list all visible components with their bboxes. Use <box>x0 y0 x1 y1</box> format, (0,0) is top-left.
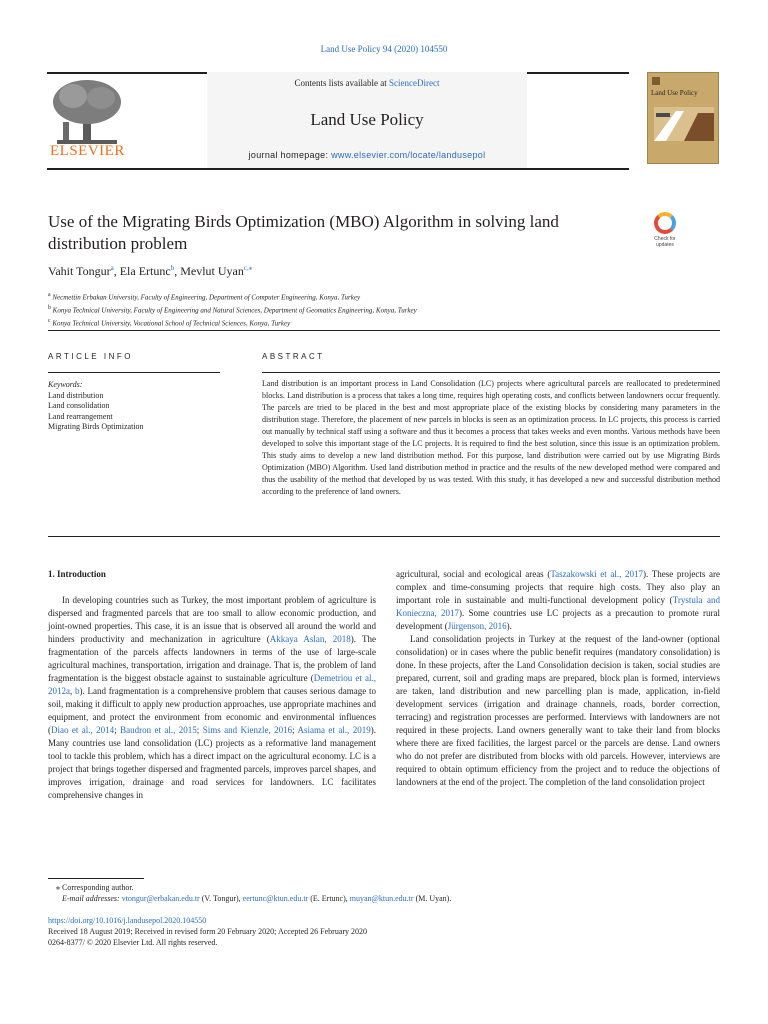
check-for-updates-badge[interactable] <box>648 212 682 248</box>
keywords-block <box>48 380 144 433</box>
abstract-rule <box>262 372 720 373</box>
author-name[interactable]: Mevlut Uyan <box>180 264 244 278</box>
affiliations-rule <box>48 330 720 331</box>
journal-reference[interactable]: Land Use Policy 94 (2020) 104550 <box>320 44 448 54</box>
contents-prefix: Contents lists available at <box>294 78 389 88</box>
citation-link[interactable]: Baudron et al., 2015 <box>120 725 197 735</box>
text-run: ). Some countries use LC projects as a precaution to promote rural development ( <box>396 608 721 631</box>
author-list <box>48 264 252 279</box>
author-separator: , <box>174 264 181 278</box>
homepage-label: journal homepage: <box>248 150 332 160</box>
citation-link[interactable]: Demetriou et al., 2012a <box>48 673 376 696</box>
publisher-logo[interactable] <box>47 76 127 166</box>
article-title: Use of the Migrating Birds Optimization (MBO) Algorithm in solving land distribution problem <box>48 212 559 253</box>
journal-title: Land Use Policy <box>310 110 424 129</box>
citation-link[interactable]: Sims and Kienzle, 2016 <box>202 725 293 735</box>
email-owner: (M. Uyan). <box>413 894 452 903</box>
affiliation-item <box>48 290 417 303</box>
journal-cover[interactable] <box>647 72 719 164</box>
cover-logo-icon <box>652 77 660 85</box>
text-run: ; <box>292 725 298 735</box>
email-link[interactable]: vtongur@erbakan.edu.tr <box>121 894 200 903</box>
text-run: ). Land fragmentation is a comprehensive problem that causes serious damage to soil, making it difficult to apply new production approaches, use appropriate machines and equipment, and protect the environment from economic and environmental influences ( <box>48 686 377 735</box>
email-link[interactable]: eertunc@ktun.edu.tr <box>242 894 309 903</box>
cover-title: Land Use Policy <box>651 89 698 97</box>
homepage-link[interactable]: www.elsevier.com/locate/landusepol <box>331 150 486 160</box>
journal-header <box>47 72 629 170</box>
text-run: In developing countries such as Turkey, the most important problem of agriculture is dispersed and fragmented parcels that are too small to allow economic production, and joint-owned properties. This case, it is an issue that is observed all around the world and hinders productivity and mechanization in agriculture ( <box>48 595 376 644</box>
affiliation-sup: c <box>48 317 51 324</box>
affiliations <box>48 290 417 328</box>
elsevier-tree-icon <box>47 76 127 148</box>
citation-link[interactable]: Diao et al., 2014 <box>51 725 115 735</box>
check-updates-icon <box>654 212 676 234</box>
email-owner: (V. Tongur), <box>199 894 243 903</box>
affiliation-sup: b <box>48 304 51 311</box>
affiliation-item <box>48 303 417 316</box>
text-run: ). The fragmentation of the parcels affects landowners in terms of the use of large-scale agricultural machines, transportation, irrigation and drainage. That is, the problem of land fragmentation is the biggest obstacle against to sustainable agriculture ( <box>48 634 376 683</box>
received-dates: Received 18 August 2019; Received in revised form 20 February 2020; Accepted 26 February 2020 <box>48 927 368 936</box>
email-link[interactable]: muyan@ktun.edu.tr <box>349 894 414 903</box>
article-info-heading: ARTICLE INFO <box>48 352 133 361</box>
citation-link[interactable]: b <box>75 686 80 696</box>
text-run: ). These projects are complex and time-consuming projects that require high costs. They also play an important role in sustainable and multi-functional development policy ( <box>396 569 720 605</box>
author-name[interactable]: Vahit Tongur <box>48 264 111 278</box>
body-column-left <box>48 568 376 802</box>
email-addresses <box>48 893 720 904</box>
cover-artwork-icon <box>654 107 714 141</box>
citation-link[interactable]: Trystula and Konieczna, 2017 <box>396 595 721 618</box>
body-paragraph <box>396 568 720 633</box>
footnotes <box>48 882 720 904</box>
body-paragraph: Land consolidation projects in Turkey at the request of the land-owner (optional consolidation) or in cases where the public benefit requires (mandatory consolidation) is done. In these projects, after the Land Consolidation decision is taken, social studies are prepared, current, soil and grading maps are prepared, block plan is formed, interviews are taken, land distribution and new parcelling plan is made, application, in-field development services (irrigation and drainage channels, roads, border correction, terracing) and registration processes are performed. Interviews with landowners are not required in these projects. Land owners generally want to take their land from blocks where there are fixed facilities, the largest parcel or the parcels are dense. Land owners who do not prefer are distributed from blocks with old parcels. However, interviews are required to obtain optimum efficiency from the project and to reduce the objections of landowners at the end of the project. The completion of the land consolidation project <box>396 634 720 787</box>
citation-link[interactable]: Jürgenson, 2016 <box>447 621 507 631</box>
email-label: E-mail addresses: <box>62 894 122 903</box>
text-run: ). Many countries use land consolidation (LC) projects as a reformative land management tool to tackle this problem, which has a direct impact on the agricultural economy. LC is a project that brings together dispersed and fragmented parcels, improves parcel shapes, and improves irrigation, drainage and road services for landowners. LC facilitates comprehensive changes in <box>48 725 376 800</box>
keyword-item: Migrating Birds Optimization <box>48 422 144 431</box>
sciencedirect-link[interactable]: ScienceDirect <box>389 78 440 88</box>
article-metadata <box>48 915 720 948</box>
author-name[interactable]: Ela Ertunc <box>119 264 171 278</box>
doi-link[interactable]: https://doi.org/10.1016/j.landusepol.2020.104550 <box>48 916 207 925</box>
email-owner: (E. Ertunc), <box>308 894 350 903</box>
affiliation-text: Konya Technical University, Faculty of Engineering and Natural Sciences, Department of Geomatics Engineering, Konya, Turkey <box>52 306 417 315</box>
text-run: agricultural, social and ecological areas ( <box>396 569 551 579</box>
affiliation-item <box>48 316 417 329</box>
introduction-heading: 1. Introduction <box>48 569 106 579</box>
text-run: ; <box>114 725 121 735</box>
copyright-line: 0264-8377/ © 2020 Elsevier Ltd. All rights reserved. <box>48 938 218 947</box>
affiliation-text: Konya Technical University, Vocational School of Technical Sciences, Konya, Turkey <box>52 318 291 327</box>
check-updates-label: Check for updates <box>654 236 676 248</box>
header-bottom-rule <box>47 168 629 170</box>
body-column-right <box>396 568 720 789</box>
abstract-bottom-rule <box>48 536 720 537</box>
keyword-item: Land rearrangement <box>48 411 113 421</box>
keyword-item: Land distribution <box>48 390 104 400</box>
author-affil-sup[interactable]: b <box>170 264 175 272</box>
contents-line <box>207 78 527 88</box>
keyword-item: Land consolidation <box>48 401 110 410</box>
citation-link[interactable]: Taszakowski et al., 2017 <box>550 569 644 579</box>
abstract-text: Land distribution is an important process in Land Consolidation (LC) projects where agricultural parcels are reallocated to predetermined blocks. Land distribution is a process that takes a long time, requires high operating costs, and conflicts between landowners occur frequently. The parcels are tried to be placed in the best and most appropriate place of the existing blocks by considering many parameters in the distribution stage. Therefore, the placement of new parcels in blocks is seen as an optimization process. In LC projects, this process is carried out manually by technical staff using a software and thus it becomes a process that takes weeks and even months. Various methods have been developed to solve this important stage of the LC projects. It is required to find the best solution, since this issue is an optimization problem. This study aims to develop a new land distribution method. For this purpose, land distribution were carried out by use Migrating Birds Optimization (MBO) Algorithm. Used land distribution method in practice and the results of the new developed method were compared and thus the usability of the method that developed by us was tested. With this study, it has developed a new and successful distribution method according to the preference of land owners. <box>262 379 720 496</box>
author-affil-sup[interactable]: a <box>110 264 114 272</box>
text-run: ). <box>506 621 512 631</box>
text-run: , <box>70 686 76 696</box>
citation-link[interactable]: Asiama et al., 2019 <box>297 725 371 735</box>
publisher-name: ELSEVIER <box>50 143 125 159</box>
author-separator: , <box>113 264 120 278</box>
footnote-rule <box>48 878 144 879</box>
author-affil-sup[interactable]: c,⁎ <box>243 264 253 272</box>
citation-link[interactable]: Akkaya Aslan, 2018 <box>269 634 351 644</box>
body-paragraph <box>48 594 376 802</box>
journal-homepage <box>207 150 527 160</box>
affiliation-sup: a <box>48 292 51 298</box>
affiliation-text: Necmettin Erbakan University, Faculty of Engineering, Department of Computer Engineering, Konya, Turkey <box>52 293 361 302</box>
article-info-rule <box>48 372 220 373</box>
text-run: ; <box>196 725 203 735</box>
header-center-panel <box>207 72 527 170</box>
corresponding-author-note: ⁎ Corresponding author. <box>56 883 134 892</box>
abstract-heading: ABSTRACT <box>262 352 325 361</box>
keywords-label: Keywords: <box>48 380 83 389</box>
